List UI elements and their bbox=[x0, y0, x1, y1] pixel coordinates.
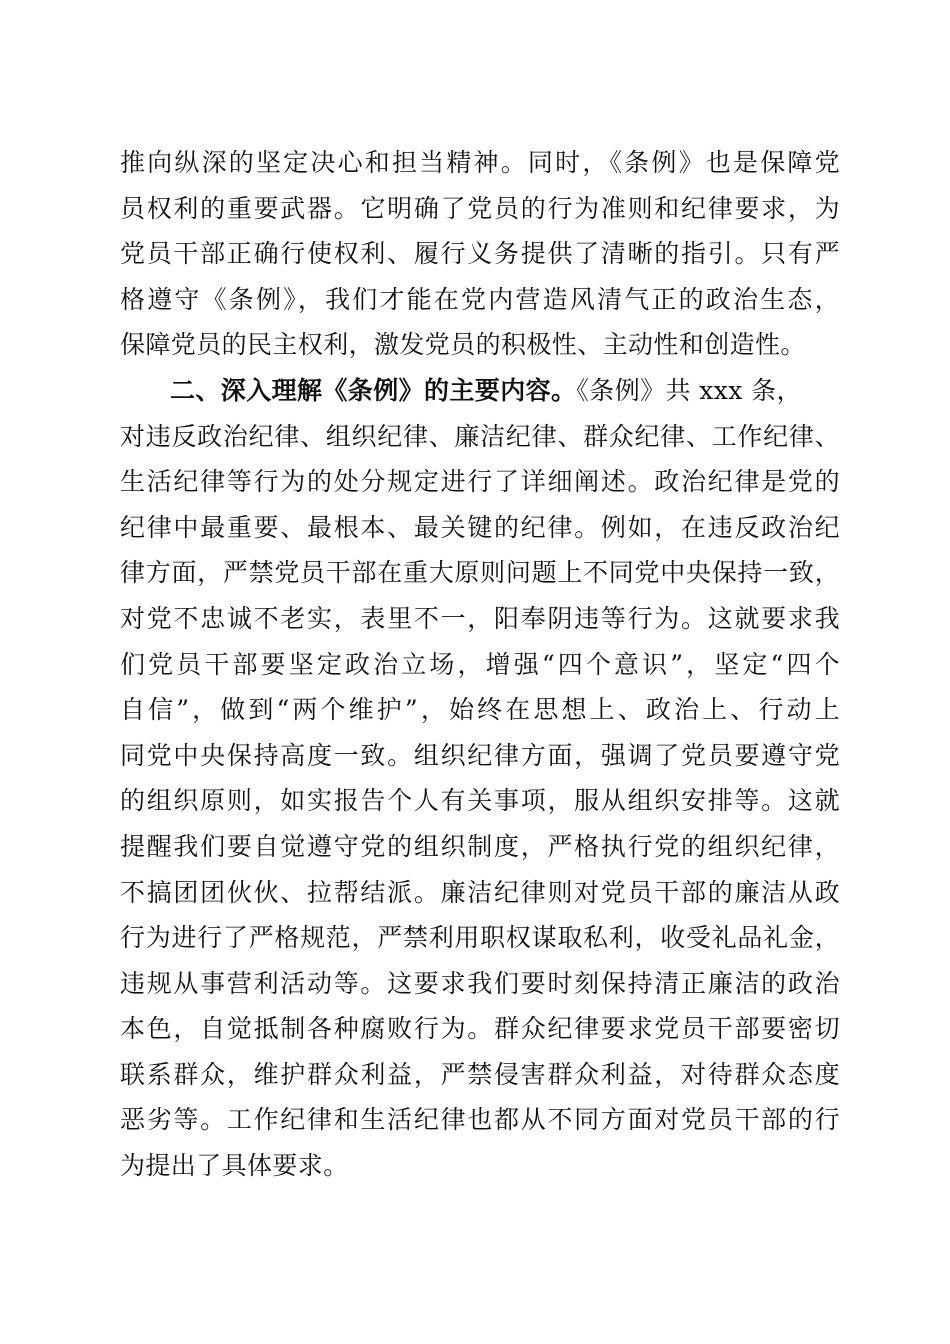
text-line: 们党员干部要坚定政治立场，增强“四个意识”，坚定“四个 bbox=[120, 649, 840, 679]
section-2-paragraph bbox=[120, 368, 840, 1189]
text-line: 为提出了具体要求。 bbox=[120, 1151, 349, 1181]
text-line: 本色，自觉抵制各种腐败行为。群众纪律要求党员干部要密切 bbox=[120, 1014, 840, 1044]
text-line: 不搞团团伙伙、拉帮结派。廉洁纪律则对党员干部的廉洁从政 bbox=[120, 877, 840, 907]
text-line: 对违反政治纪律、组织纪律、廉洁纪律、群众纪律、工作纪律、 bbox=[120, 421, 840, 451]
text-line: 纪律中最重要、最根本、最关键的纪律。例如，在违反政治纪 bbox=[120, 512, 840, 542]
section-first-line bbox=[120, 368, 840, 414]
section-first-line-text: 《条例》共 xxx 条， bbox=[576, 375, 802, 405]
text-line: 联系群众，维护群众利益，严禁侵害群众利益，对待群众态度 bbox=[120, 1059, 840, 1089]
text-line: 党员干部正确行使权利、履行义务提供了清晰的指引。只有严 bbox=[120, 239, 840, 269]
text-line: 推向纵深的坚定决心和担当精神。同时，《条例》也是保障党 bbox=[120, 148, 840, 177]
text-line: 恶劣等。工作纪律和生活纪律也都从不同方面对党员干部的行 bbox=[120, 1105, 840, 1135]
paragraph-continuation bbox=[120, 140, 840, 368]
text-line: 律方面，严禁党员干部在重大原则问题上不同党中央保持一致， bbox=[120, 558, 840, 588]
section-heading: 二、深入理解《条例》的主要内容。 bbox=[170, 375, 577, 405]
text-line: 格遵守《条例》，我们才能在党内营造风清气正的政治生态， bbox=[120, 284, 840, 314]
text-line: 违规从事营利活动等。这要求我们要时刻保持清正廉洁的政治 bbox=[120, 968, 840, 998]
text-line: 自信”，做到“两个维护”，始终在思想上、政治上、行动上 bbox=[120, 695, 840, 725]
text-line: 的组织原则，如实报告个人有关事项，服从组织安排等。这就 bbox=[120, 786, 840, 816]
text-line: 对党不忠诚不老实，表里不一，阳奉阴违等行为。这就要求我 bbox=[120, 603, 840, 633]
text-line: 提醒我们要自觉遵守党的组织制度，严格执行党的组织纪律， bbox=[120, 831, 840, 861]
text-line: 行为进行了严格规范，严禁利用职权谋取私利，收受礼品礼金， bbox=[120, 923, 840, 953]
text-line: 员权利的重要武器。它明确了党员的行为准则和纪律要求，为 bbox=[120, 193, 840, 223]
text-line: 同党中央保持高度一致。组织纪律方面，强调了党员要遵守党 bbox=[120, 740, 840, 770]
text-line: 保障党员的民主权利，激发党员的积极性、主动性和创造性。 bbox=[120, 330, 806, 360]
document-body bbox=[120, 140, 840, 1189]
text-line: 生活纪律等行为的处分规定进行了详细阐述。政治纪律是党的 bbox=[120, 467, 840, 497]
